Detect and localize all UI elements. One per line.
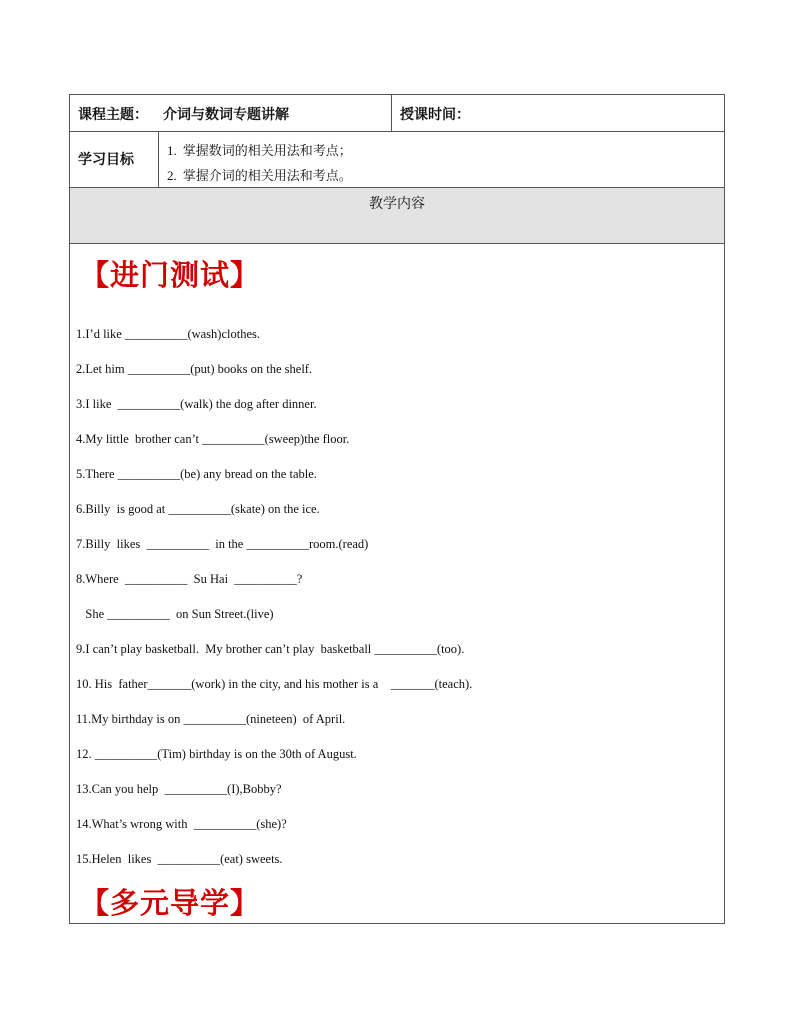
goal-text: 掌握介词的相关用法和考点。 [182,169,352,184]
question-item: 4.My little brother can’t __________(sweep)the floor. [76,432,350,446]
question-item: She __________ on Sun Street.(live) [76,607,274,621]
goal-item-2 [167,165,352,184]
content-title: 教学内容 [369,196,425,212]
question-item: 14.What’s wrong with __________(she)? [76,817,287,831]
question-item: 6.Billy is good at __________(skate) on the ice. [76,502,320,516]
content-title-row [70,188,724,244]
question-item: 8.Where __________ Su Hai __________? [76,572,303,586]
header-divider [391,95,392,131]
question-item: 13.Can you help __________(I),Bobby? [76,782,282,796]
question-item: 7.Billy likes __________ in the __________room.(read) [76,537,369,551]
question-item: 10. His father_______(work) in the city, and his mother is a _______(teach). [76,677,473,691]
goals-label: 学习目标 [78,152,134,168]
lesson-table [69,94,725,924]
goals-row [70,132,724,188]
question-item: 11.My birthday is on __________(nineteen) of April. [76,712,346,726]
time-label: 授课时间： [400,107,470,123]
question-item: 5.There __________(be) any bread on the table. [76,467,317,481]
question-item: 3.I like __________(walk) the dog after dinner. [76,397,317,411]
section-heading-guided-study: 【多元导学】 [80,886,261,920]
goal-number: 2. [167,168,177,183]
goal-item-1 [167,140,352,159]
question-item: 12. __________(Tim) birthday is on the 30th of August. [76,747,357,761]
goal-number: 1. [167,143,177,158]
section-heading-entry-test: 【进门测试】 [80,258,261,292]
question-item: 1.I’d like __________(wash)clothes. [76,327,260,341]
question-item: 9.I can’t play basketball. My brother can’t play basketball __________(too). [76,642,465,656]
goal-text: 掌握数词的相关用法和考点； [182,144,352,159]
topic-value: 介词与数词专题讲解 [163,107,289,123]
goals-divider [158,132,159,187]
header-row [70,95,724,132]
question-item: 2.Let him __________(put) books on the shelf. [76,362,313,376]
topic-label: 课程主题： [78,107,148,123]
question-item: 15.Helen likes __________(eat) sweets. [76,852,283,866]
